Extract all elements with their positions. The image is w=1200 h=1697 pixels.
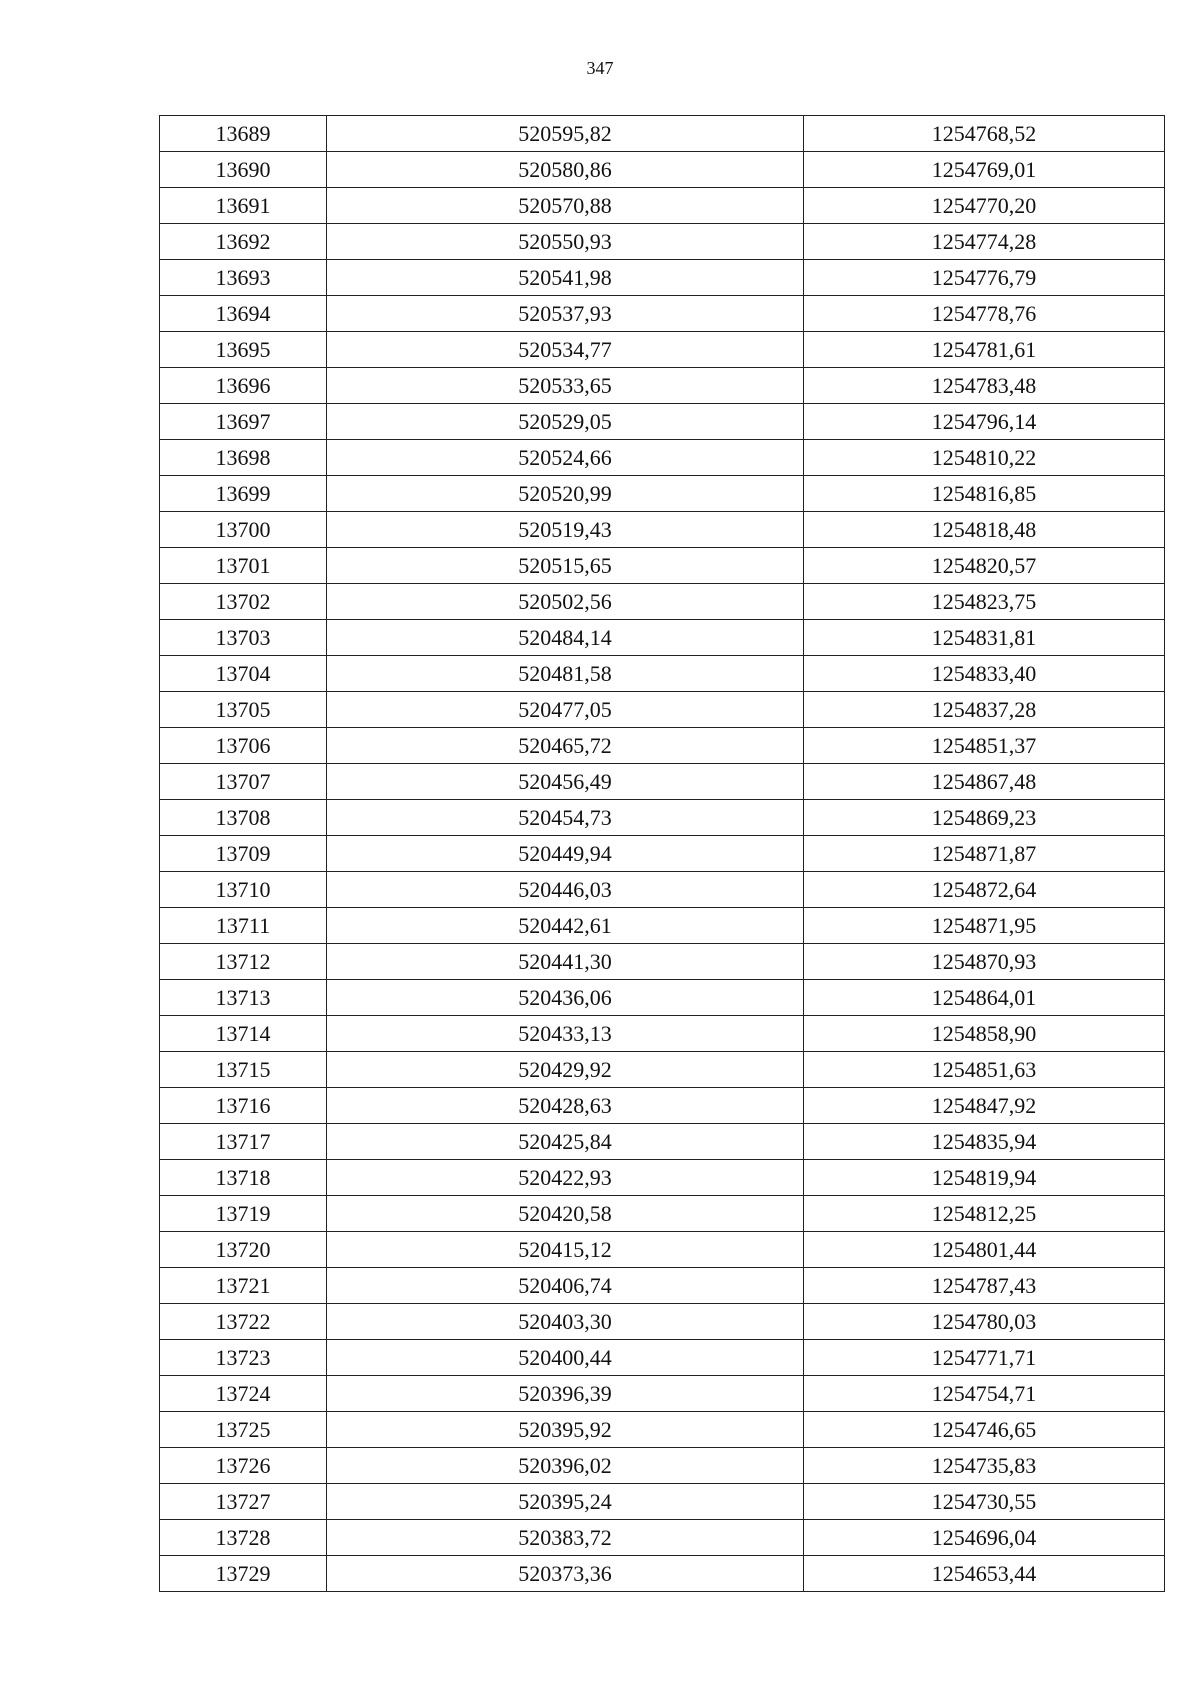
y-coordinate-cell: 1254810,22 <box>804 440 1165 476</box>
x-coordinate-cell: 520484,14 <box>327 620 804 656</box>
point-number-cell: 13728 <box>160 1520 327 1556</box>
y-coordinate-cell: 1254774,28 <box>804 224 1165 260</box>
table-row <box>160 1304 1165 1340</box>
x-coordinate-cell: 520428,63 <box>327 1088 804 1124</box>
table-row <box>160 1016 1165 1052</box>
x-coordinate-cell: 520519,43 <box>327 512 804 548</box>
table-row <box>160 404 1165 440</box>
table-row <box>160 476 1165 512</box>
point-number-cell: 13724 <box>160 1376 327 1412</box>
y-coordinate-cell: 1254819,94 <box>804 1160 1165 1196</box>
table-row <box>160 1052 1165 1088</box>
y-coordinate-cell: 1254787,43 <box>804 1268 1165 1304</box>
table-row <box>160 332 1165 368</box>
y-coordinate-cell: 1254696,04 <box>804 1520 1165 1556</box>
table-row <box>160 584 1165 620</box>
point-number-cell: 13695 <box>160 332 327 368</box>
x-coordinate-cell: 520441,30 <box>327 944 804 980</box>
point-number-cell: 13702 <box>160 584 327 620</box>
table-row <box>160 224 1165 260</box>
point-number-cell: 13706 <box>160 728 327 764</box>
x-coordinate-cell: 520415,12 <box>327 1232 804 1268</box>
table-row <box>160 368 1165 404</box>
x-coordinate-cell: 520395,92 <box>327 1412 804 1448</box>
x-coordinate-cell: 520422,93 <box>327 1160 804 1196</box>
x-coordinate-cell: 520595,82 <box>327 116 804 152</box>
table-row <box>160 1520 1165 1556</box>
coordinates-table-body <box>160 116 1165 1592</box>
point-number-cell: 13700 <box>160 512 327 548</box>
table-row <box>160 1556 1165 1592</box>
y-coordinate-cell: 1254869,23 <box>804 800 1165 836</box>
point-number-cell: 13694 <box>160 296 327 332</box>
y-coordinate-cell: 1254768,52 <box>804 116 1165 152</box>
x-coordinate-cell: 520433,13 <box>327 1016 804 1052</box>
table-row <box>160 152 1165 188</box>
table-row <box>160 764 1165 800</box>
x-coordinate-cell: 520395,24 <box>327 1484 804 1520</box>
point-number-cell: 13699 <box>160 476 327 512</box>
y-coordinate-cell: 1254781,61 <box>804 332 1165 368</box>
point-number-cell: 13703 <box>160 620 327 656</box>
point-number-cell: 13714 <box>160 1016 327 1052</box>
x-coordinate-cell: 520383,72 <box>327 1520 804 1556</box>
x-coordinate-cell: 520403,30 <box>327 1304 804 1340</box>
y-coordinate-cell: 1254801,44 <box>804 1232 1165 1268</box>
y-coordinate-cell: 1254833,40 <box>804 656 1165 692</box>
point-number-cell: 13689 <box>160 116 327 152</box>
table-row <box>160 944 1165 980</box>
point-number-cell: 13715 <box>160 1052 327 1088</box>
y-coordinate-cell: 1254823,75 <box>804 584 1165 620</box>
x-coordinate-cell: 520534,77 <box>327 332 804 368</box>
point-number-cell: 13711 <box>160 908 327 944</box>
y-coordinate-cell: 1254851,37 <box>804 728 1165 764</box>
y-coordinate-cell: 1254730,55 <box>804 1484 1165 1520</box>
y-coordinate-cell: 1254754,71 <box>804 1376 1165 1412</box>
table-row <box>160 116 1165 152</box>
y-coordinate-cell: 1254837,28 <box>804 692 1165 728</box>
x-coordinate-cell: 520446,03 <box>327 872 804 908</box>
x-coordinate-cell: 520420,58 <box>327 1196 804 1232</box>
point-number-cell: 13701 <box>160 548 327 584</box>
y-coordinate-cell: 1254746,65 <box>804 1412 1165 1448</box>
y-coordinate-cell: 1254771,71 <box>804 1340 1165 1376</box>
y-coordinate-cell: 1254780,03 <box>804 1304 1165 1340</box>
x-coordinate-cell: 520396,39 <box>327 1376 804 1412</box>
y-coordinate-cell: 1254831,81 <box>804 620 1165 656</box>
table-row <box>160 1484 1165 1520</box>
point-number-cell: 13705 <box>160 692 327 728</box>
x-coordinate-cell: 520580,86 <box>327 152 804 188</box>
table-row <box>160 1124 1165 1160</box>
table-row <box>160 980 1165 1016</box>
y-coordinate-cell: 1254770,20 <box>804 188 1165 224</box>
table-row <box>160 1412 1165 1448</box>
x-coordinate-cell: 520396,02 <box>327 1448 804 1484</box>
point-number-cell: 13726 <box>160 1448 327 1484</box>
table-row <box>160 1196 1165 1232</box>
x-coordinate-cell: 520477,05 <box>327 692 804 728</box>
y-coordinate-cell: 1254816,85 <box>804 476 1165 512</box>
x-coordinate-cell: 520524,66 <box>327 440 804 476</box>
y-coordinate-cell: 1254858,90 <box>804 1016 1165 1052</box>
point-number-cell: 13691 <box>160 188 327 224</box>
table-row <box>160 1160 1165 1196</box>
table-row <box>160 1448 1165 1484</box>
table-row <box>160 872 1165 908</box>
table-row <box>160 800 1165 836</box>
table-row <box>160 1268 1165 1304</box>
table-row <box>160 656 1165 692</box>
point-number-cell: 13722 <box>160 1304 327 1340</box>
x-coordinate-cell: 520456,49 <box>327 764 804 800</box>
x-coordinate-cell: 520502,56 <box>327 584 804 620</box>
y-coordinate-cell: 1254769,01 <box>804 152 1165 188</box>
point-number-cell: 13697 <box>160 404 327 440</box>
y-coordinate-cell: 1254820,57 <box>804 548 1165 584</box>
y-coordinate-cell: 1254847,92 <box>804 1088 1165 1124</box>
x-coordinate-cell: 520533,65 <box>327 368 804 404</box>
x-coordinate-cell: 520425,84 <box>327 1124 804 1160</box>
x-coordinate-cell: 520465,72 <box>327 728 804 764</box>
point-number-cell: 13690 <box>160 152 327 188</box>
point-number-cell: 13693 <box>160 260 327 296</box>
x-coordinate-cell: 520373,36 <box>327 1556 804 1592</box>
point-number-cell: 13696 <box>160 368 327 404</box>
point-number-cell: 13710 <box>160 872 327 908</box>
x-coordinate-cell: 520515,65 <box>327 548 804 584</box>
x-coordinate-cell: 520529,05 <box>327 404 804 440</box>
x-coordinate-cell: 520442,61 <box>327 908 804 944</box>
x-coordinate-cell: 520454,73 <box>327 800 804 836</box>
point-number-cell: 13719 <box>160 1196 327 1232</box>
x-coordinate-cell: 520570,88 <box>327 188 804 224</box>
table-row <box>160 1340 1165 1376</box>
page-number: 347 <box>586 58 614 78</box>
table-row <box>160 1376 1165 1412</box>
point-number-cell: 13716 <box>160 1088 327 1124</box>
x-coordinate-cell: 520400,44 <box>327 1340 804 1376</box>
table-row <box>160 908 1165 944</box>
y-coordinate-cell: 1254735,83 <box>804 1448 1165 1484</box>
table-row <box>160 728 1165 764</box>
coordinates-table <box>159 115 1165 1592</box>
x-coordinate-cell: 520541,98 <box>327 260 804 296</box>
table-row <box>160 620 1165 656</box>
x-coordinate-cell: 520481,58 <box>327 656 804 692</box>
y-coordinate-cell: 1254818,48 <box>804 512 1165 548</box>
x-coordinate-cell: 520449,94 <box>327 836 804 872</box>
x-coordinate-cell: 520550,93 <box>327 224 804 260</box>
x-coordinate-cell: 520520,99 <box>327 476 804 512</box>
table-row <box>160 548 1165 584</box>
table-row <box>160 692 1165 728</box>
point-number-cell: 13698 <box>160 440 327 476</box>
y-coordinate-cell: 1254776,79 <box>804 260 1165 296</box>
y-coordinate-cell: 1254871,87 <box>804 836 1165 872</box>
point-number-cell: 13692 <box>160 224 327 260</box>
table-row <box>160 512 1165 548</box>
point-number-cell: 13713 <box>160 980 327 1016</box>
table-row <box>160 440 1165 476</box>
y-coordinate-cell: 1254653,44 <box>804 1556 1165 1592</box>
point-number-cell: 13717 <box>160 1124 327 1160</box>
point-number-cell: 13712 <box>160 944 327 980</box>
y-coordinate-cell: 1254870,93 <box>804 944 1165 980</box>
point-number-cell: 13729 <box>160 1556 327 1592</box>
y-coordinate-cell: 1254851,63 <box>804 1052 1165 1088</box>
y-coordinate-cell: 1254783,48 <box>804 368 1165 404</box>
point-number-cell: 13727 <box>160 1484 327 1520</box>
point-number-cell: 13720 <box>160 1232 327 1268</box>
y-coordinate-cell: 1254864,01 <box>804 980 1165 1016</box>
x-coordinate-cell: 520429,92 <box>327 1052 804 1088</box>
y-coordinate-cell: 1254778,76 <box>804 296 1165 332</box>
y-coordinate-cell: 1254872,64 <box>804 872 1165 908</box>
table-row <box>160 1232 1165 1268</box>
table-row <box>160 836 1165 872</box>
point-number-cell: 13708 <box>160 800 327 836</box>
x-coordinate-cell: 520406,74 <box>327 1268 804 1304</box>
y-coordinate-cell: 1254871,95 <box>804 908 1165 944</box>
table-row <box>160 188 1165 224</box>
point-number-cell: 13723 <box>160 1340 327 1376</box>
point-number-cell: 13725 <box>160 1412 327 1448</box>
y-coordinate-cell: 1254812,25 <box>804 1196 1165 1232</box>
table-row <box>160 296 1165 332</box>
y-coordinate-cell: 1254796,14 <box>804 404 1165 440</box>
table-row <box>160 260 1165 296</box>
point-number-cell: 13721 <box>160 1268 327 1304</box>
point-number-cell: 13704 <box>160 656 327 692</box>
table-row <box>160 1088 1165 1124</box>
point-number-cell: 13718 <box>160 1160 327 1196</box>
y-coordinate-cell: 1254835,94 <box>804 1124 1165 1160</box>
y-coordinate-cell: 1254867,48 <box>804 764 1165 800</box>
x-coordinate-cell: 520436,06 <box>327 980 804 1016</box>
x-coordinate-cell: 520537,93 <box>327 296 804 332</box>
point-number-cell: 13707 <box>160 764 327 800</box>
point-number-cell: 13709 <box>160 836 327 872</box>
